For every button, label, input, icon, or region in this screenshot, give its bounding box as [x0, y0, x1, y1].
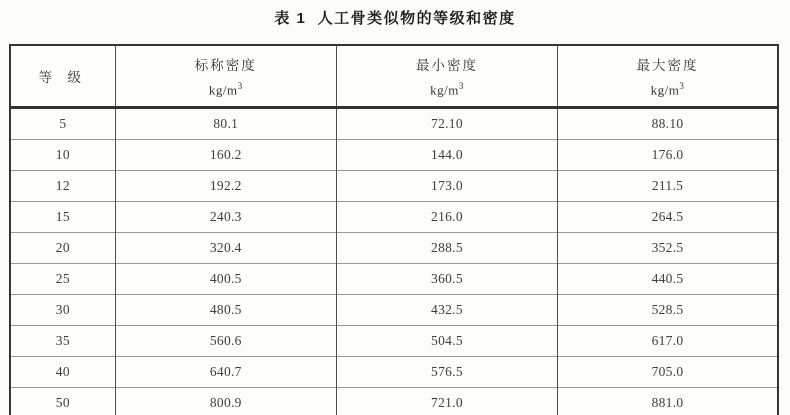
- nominal-density-cell: 560.6: [115, 326, 336, 357]
- min-density-cell: 144.0: [336, 140, 557, 171]
- max-density-cell: 264.5: [558, 202, 778, 233]
- column-label: 等 级: [38, 70, 88, 85]
- grade-cell: 35: [10, 326, 115, 357]
- table-row: [10, 357, 778, 388]
- min-density-cell: 504.5: [336, 326, 557, 357]
- density-table: [9, 44, 779, 415]
- column-header-max-density: [558, 45, 778, 108]
- max-density-cell: 352.5: [558, 233, 778, 264]
- min-density-cell: 72.10: [336, 108, 557, 140]
- max-density-cell: 440.5: [558, 264, 778, 295]
- table-title: 表 1 人工骨类似物的等级和密度: [274, 10, 516, 27]
- header-row: [10, 45, 778, 108]
- max-density-cell: 705.0: [558, 357, 778, 388]
- nominal-density-cell: 640.7: [115, 357, 336, 388]
- table-row: [10, 202, 778, 233]
- table-row: [10, 140, 778, 171]
- min-density-cell: 721.0: [336, 388, 557, 415]
- min-density-cell: 288.5: [336, 233, 557, 264]
- grade-cell: 40: [10, 357, 115, 388]
- min-density-cell: 173.0: [336, 171, 557, 202]
- column-header-grade: [10, 45, 115, 108]
- max-density-cell: 176.0: [558, 140, 778, 171]
- column-label: 最小密度: [415, 57, 478, 73]
- min-density-cell: 432.5: [336, 295, 557, 326]
- table-row: [10, 264, 778, 295]
- grade-cell: 12: [10, 171, 115, 202]
- max-density-cell: 528.5: [558, 295, 778, 326]
- min-density-cell: 576.5: [336, 357, 557, 388]
- column-unit: $kg/m^3$: [430, 80, 464, 98]
- max-density-cell: 88.10: [558, 108, 778, 140]
- min-density-cell: 216.0: [336, 202, 557, 233]
- table-row: [10, 233, 778, 264]
- grade-cell: 30: [10, 295, 115, 326]
- column-label: 最大密度: [636, 57, 699, 73]
- table-row: [10, 171, 778, 202]
- max-density-cell: 211.5: [558, 171, 778, 202]
- nominal-density-cell: 192.2: [115, 171, 336, 202]
- nominal-density-cell: 320.4: [115, 233, 336, 264]
- grade-cell: 15: [10, 202, 115, 233]
- grade-cell: 10: [10, 140, 115, 171]
- column-unit: $kg/m^3$: [650, 80, 685, 98]
- column-label: 标称密度: [194, 57, 257, 73]
- min-density-cell: 360.5: [336, 264, 557, 295]
- nominal-density-cell: 160.2: [115, 140, 336, 171]
- nominal-density-cell: 240.3: [115, 202, 336, 233]
- grade-cell: 50: [10, 388, 115, 415]
- grade-cell: 20: [10, 233, 115, 264]
- table-row: [10, 295, 778, 326]
- table-row: [10, 326, 778, 357]
- column-unit: $kg/m^3$: [208, 80, 243, 98]
- table-row: [10, 108, 778, 140]
- grade-cell: 25: [10, 264, 115, 295]
- column-header-nominal-density: [115, 45, 336, 108]
- table-row: [10, 388, 778, 415]
- nominal-density-cell: 400.5: [115, 264, 336, 295]
- nominal-density-cell: 480.5: [115, 295, 336, 326]
- column-header-min-density: [336, 45, 557, 108]
- nominal-density-cell: 80.1: [115, 108, 336, 140]
- nominal-density-cell: 800.9: [115, 388, 336, 415]
- max-density-cell: 617.0: [558, 326, 778, 357]
- max-density-cell: 881.0: [558, 388, 778, 415]
- grade-cell: 5: [59, 116, 67, 131]
